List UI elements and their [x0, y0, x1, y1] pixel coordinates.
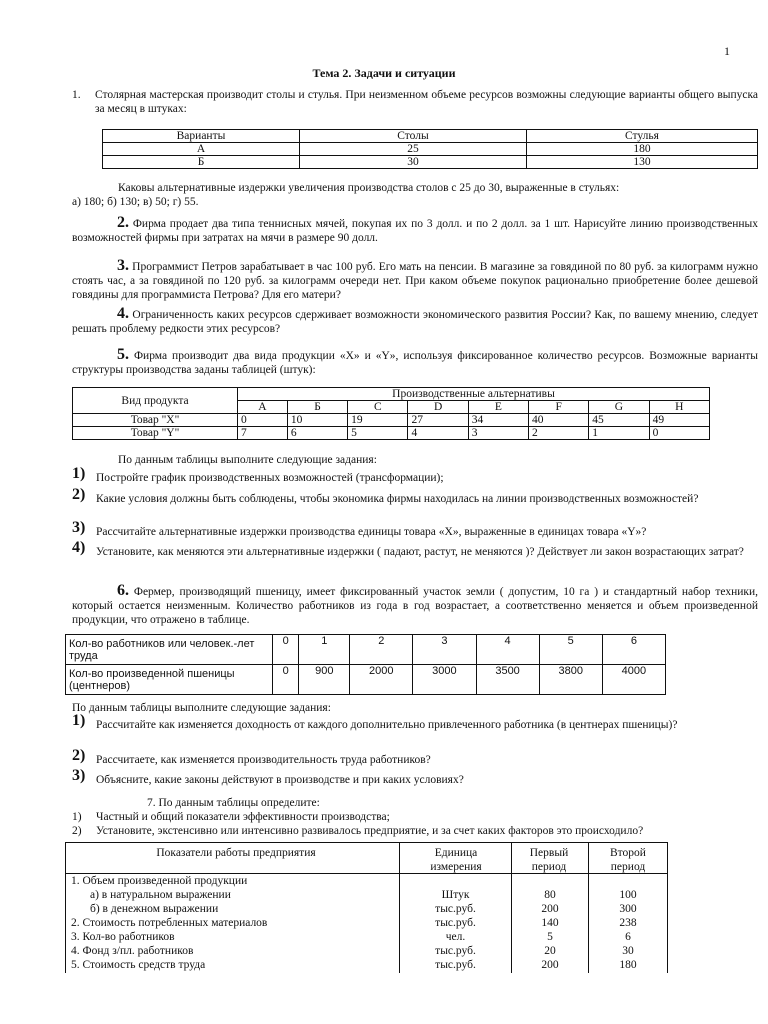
- task5-table: [72, 387, 710, 440]
- t6-cell: 3: [413, 635, 476, 665]
- t6-task-text: Рассчитаете, как изменяется производительность труда работников?: [96, 754, 431, 766]
- task4-text: Ограниченность каких ресурсов сдерживает возможности экономического развития России? Как, по вашему мнению, следует решать проблему редкости этих ресурсов?: [72, 309, 759, 335]
- t5-header-alternatives: Производственные альтернативы: [238, 388, 710, 401]
- t6-task-text: Рассчитайте как изменяется доходность от каждого дополнительно привлеченного работника (в центнерах пшеницы)?: [96, 719, 678, 731]
- t5-letter: Б: [287, 401, 347, 414]
- t7-first: 20: [544, 945, 556, 957]
- t6-cell: 4: [476, 635, 539, 665]
- t7-first: 140: [541, 917, 559, 929]
- t6-task-num: 3): [72, 767, 86, 784]
- task5-number: 5.: [117, 346, 129, 363]
- t6-cell: 6: [602, 635, 665, 665]
- t7-item-num: 1): [72, 811, 82, 823]
- t7-first: 80: [544, 889, 556, 901]
- t1-cell: 25: [300, 143, 527, 156]
- t1-cell: Б: [103, 156, 300, 169]
- t7-second: 6: [625, 931, 631, 943]
- t7-unit: чел.: [445, 931, 466, 943]
- t5-cell: 45: [589, 414, 649, 427]
- page-title: Тема 2. Задачи и ситуации: [312, 66, 456, 80]
- t5-task-text: Рассчитайте альтернативные издержки производства единицы товара «X», выраженные в единицах товара «Y»?: [96, 526, 647, 538]
- task1-answers: а) 180; б) 130; в) 50; г) 55.: [72, 196, 199, 208]
- t5-task-num: 4): [72, 539, 86, 556]
- task6-text: Фермер, производящий пшеницу, имеет фиксированный участок земли ( допустим, 10 га ) и стандартный набор техники, который остается неизменным. Количество работников из года в год возрастает, а соответственно меняется и объем произведенной продукции, что отражено в таблице.: [72, 586, 759, 626]
- t1-header-tables: Столы: [300, 130, 527, 143]
- t7-second: 180: [619, 959, 637, 971]
- task1-table: [102, 129, 758, 169]
- t7-header-second: Второй период: [610, 847, 646, 873]
- t6-row1-label: Кол-во работников или человек.-лет труда: [66, 635, 273, 665]
- t1-header-chairs: Стулья: [527, 130, 758, 143]
- t5-cell: 49: [649, 414, 709, 427]
- t7-unit: тыс.руб.: [435, 903, 476, 915]
- t6-cell: 2000: [350, 665, 413, 695]
- t5-letter: E: [468, 401, 528, 414]
- t5-task-text: Какие условия должны быть соблюдены, чтобы экономика фирмы находилась на линии производственных возможностей?: [96, 493, 699, 505]
- task7-table: [65, 842, 668, 973]
- t1-cell: 180: [527, 143, 758, 156]
- t7-unit: тыс.руб.: [435, 945, 476, 957]
- t7-row-label: 3. Кол-во работников: [71, 931, 175, 943]
- t5-letter: A: [238, 401, 288, 414]
- t5-cell: 10: [287, 414, 347, 427]
- t5-cell: 7: [238, 427, 288, 440]
- t6-task-num: 1): [72, 712, 86, 729]
- t1-cell: А: [103, 143, 300, 156]
- t7-item-num: 2): [72, 825, 82, 837]
- t6-task-num: 2): [72, 747, 86, 764]
- task3-text: Программист Петров зарабатывает в час 100 руб. Его мать на пенсии. В магазине за говядиной по 80 руб. за килограмм нужно стоять час, а за говядиной по 120 руб. за килограмм очереди нет. При каком объеме покупок рационально приобретение более дешевой говядины для программиста Петрова? Для его матери?: [72, 261, 759, 301]
- t6-cell: 5: [539, 635, 602, 665]
- task4-paragraph: [72, 307, 758, 336]
- t7-second: 238: [619, 917, 637, 929]
- t7-first: 5: [547, 931, 553, 943]
- t7-unit: Штук: [441, 889, 470, 901]
- t5-cell: 6: [287, 427, 347, 440]
- t7-row-label: 4. Фонд з/пл. работников: [71, 945, 194, 957]
- t5-row-label: Товар "Y": [73, 427, 238, 440]
- t7-row-label: 1. Объем произведенной продукции: [71, 875, 248, 887]
- t6-cell: 2: [350, 635, 413, 665]
- t7-unit: тыс.руб.: [435, 917, 476, 929]
- task6-intro: По данным таблицы выполните следующие задания:: [72, 702, 331, 714]
- t7-header-first: Первый период: [529, 847, 569, 873]
- task5-paragraph: [72, 348, 758, 377]
- t6-cell: 4000: [602, 665, 665, 695]
- t7-first: 200: [541, 959, 559, 971]
- t1-cell: 130: [527, 156, 758, 169]
- t6-cell: 1: [299, 635, 350, 665]
- t7-header-unit: Единица измерения: [430, 847, 482, 873]
- t7-second: 100: [619, 889, 637, 901]
- t5-task-text: Постройте график производственных возможностей (трансформации);: [96, 472, 444, 484]
- t7-header-indicator: Показатели работы предприятия: [156, 847, 316, 859]
- task3-number: 3.: [117, 257, 129, 274]
- task5-text: Фирма производит два вида продукции «X» и «Y», используя фиксированное количество ресурсов. Возможные варианты структуры производства заданы таблицей (штук):: [72, 350, 758, 376]
- t6-row2-label: Кол-во произведенной пшеницы (центнеров): [66, 665, 273, 695]
- t5-letter: D: [408, 401, 468, 414]
- t5-cell: 19: [348, 414, 408, 427]
- task1-text: Столярная мастерская производит столы и стулья. При неизменном объеме ресурсов возможны следующие варианты общего выпуска за месяц в штуках:: [95, 89, 758, 115]
- t5-cell: 3: [468, 427, 528, 440]
- t6-cell: 900: [299, 665, 350, 695]
- t5-letter: C: [348, 401, 408, 414]
- task2-paragraph: [72, 216, 758, 245]
- t5-cell: 5: [348, 427, 408, 440]
- t5-cell: 4: [408, 427, 468, 440]
- task4-number: 4.: [117, 305, 129, 322]
- t5-task-text: Установите, как меняются эти альтернативные издержки ( падают, растут, не меняются )? Действует ли закон возрастающих затрат?: [96, 546, 744, 558]
- t7-first: 200: [541, 903, 559, 915]
- t7-item-text: Частный и общий показатели эффективности производства;: [96, 811, 390, 823]
- task7-heading: 7. По данным таблицы определите:: [147, 797, 320, 809]
- task3-paragraph: [72, 259, 758, 302]
- t7-row-label: 2. Стоимость потребленных материалов: [71, 917, 268, 929]
- t5-letter: H: [649, 401, 709, 414]
- t6-task-text: Объясните, какие законы действуют в производстве и при каких условиях?: [96, 774, 464, 786]
- task1-question: Каковы альтернативные издержки увеличения производства столов с 25 до 30, выраженные в стульях:: [118, 182, 620, 194]
- task2-number: 2.: [117, 214, 129, 231]
- task2-text: Фирма продает два типа теннисных мячей, покупая их по 3 долл. и по 2 долл. за 1 шт. Нарисуйте линию производственных возможностей фирмы при затратах на мячи в размере 90 долл.: [72, 218, 758, 244]
- t7-second: 300: [619, 903, 637, 915]
- task6-paragraph: [72, 584, 758, 627]
- t7-second: 30: [622, 945, 634, 957]
- t5-task-num: 2): [72, 486, 86, 503]
- t6-cell: 3800: [539, 665, 602, 695]
- t6-cell: 0: [273, 665, 299, 695]
- t5-row-label: Товар "X": [73, 414, 238, 427]
- t7-unit: тыс.руб.: [435, 959, 476, 971]
- task6-number: 6.: [117, 582, 129, 599]
- t5-header-product: Вид продукта: [73, 388, 238, 414]
- t7-row-label: а) в натуральном выражении: [90, 889, 231, 901]
- t5-cell: 1: [589, 427, 649, 440]
- t5-cell: 0: [649, 427, 709, 440]
- t7-row-label: 5. Стоимость средств труда: [71, 959, 206, 971]
- t5-letter: G: [589, 401, 649, 414]
- page-number: 1: [724, 44, 730, 58]
- t5-cell: 40: [529, 414, 589, 427]
- t1-cell: 30: [300, 156, 527, 169]
- t5-task-num: 1): [72, 465, 86, 482]
- task5-intro: По данным таблицы выполните следующие задания:: [118, 454, 377, 466]
- t6-cell: 3000: [413, 665, 476, 695]
- t5-cell: 34: [468, 414, 528, 427]
- t5-cell: 0: [238, 414, 288, 427]
- t7-row-label: б) в денежном выражении: [90, 903, 219, 915]
- t5-cell: 27: [408, 414, 468, 427]
- t7-item-text: Установите, экстенсивно или интенсивно развивалось предприятие, и за счет каких факторов это происходило?: [96, 825, 644, 837]
- t5-cell: 2: [529, 427, 589, 440]
- task1-number: 1.: [72, 89, 81, 101]
- t6-cell: 0: [273, 635, 299, 665]
- t5-task-num: 3): [72, 519, 86, 536]
- t1-header-variants: Варианты: [103, 130, 300, 143]
- t5-letter: F: [529, 401, 589, 414]
- t6-cell: 3500: [476, 665, 539, 695]
- task6-table: [65, 634, 666, 695]
